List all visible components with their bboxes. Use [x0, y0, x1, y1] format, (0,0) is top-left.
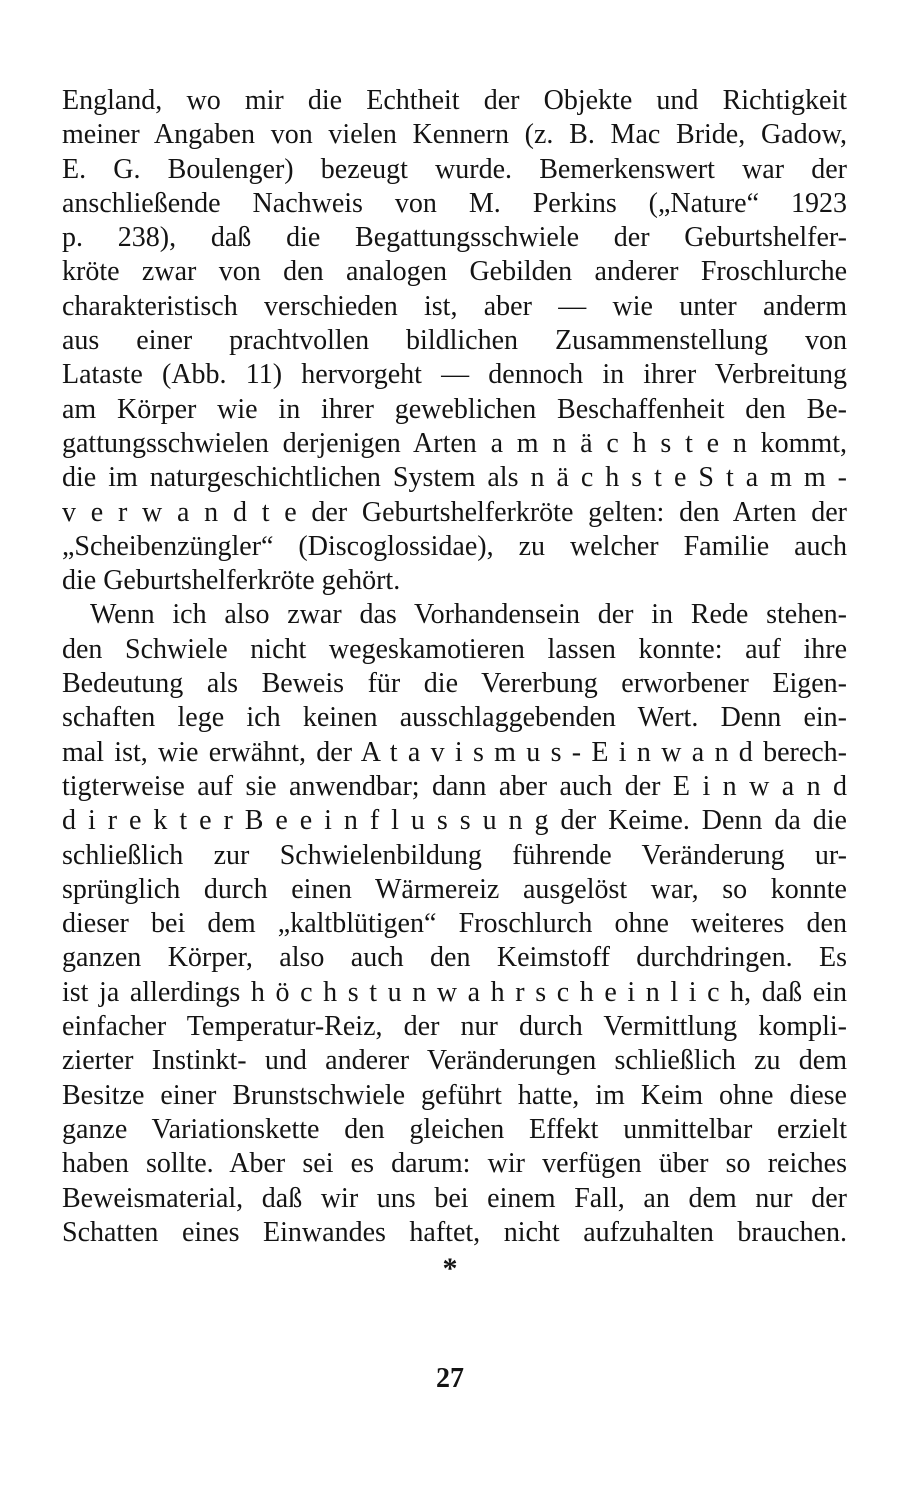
text-line: charakteristisch verschieden ist, aber — wie unter anderm: [62, 290, 847, 322]
text-line: zierter Instinkt- und anderer Veränderungen schließlich zu dem: [62, 1045, 847, 1077]
text-line: dieser bei dem „kaltblütigen“ Froschlurch ohne weiteres den: [62, 908, 847, 940]
text-line: schaften lege ich keinen ausschlaggebenden Wert. Denn ein-: [62, 702, 847, 734]
text-line: aus einer prachtvollen bildlichen Zusammenstellung von: [62, 325, 847, 357]
text-line: v e r w a n d t e der Geburtshelferkröte gelten: den Arten der: [62, 496, 847, 528]
text-line: Beweismaterial, daß wir uns bei einem Fall, an dem nur der: [62, 1182, 847, 1214]
text-line: den Schwiele nicht wegeskamotieren lassen konnte: auf ihre: [62, 633, 847, 665]
text-line: am Körper wie in ihrer geweblichen Beschaffenheit den Be-: [62, 393, 847, 425]
text-line: Schatten eines Einwandes haftet, nicht aufzuhalten brauchen.: [62, 1216, 847, 1248]
text-line: mal ist, wie erwähnt, der A t a v i s m u s - E i n w a n d berech-: [62, 736, 847, 768]
body-text: [62, 84, 847, 1250]
text-line: E. G. Boulenger) bezeugt wurde. Bemerkenswert war der: [62, 153, 847, 185]
text-line: die im naturgeschichtlichen System als n ä c h s t e S t a m m -: [62, 462, 847, 494]
text-line: d i r e k t e r B e e i n f l u s s u n g der Keime. Denn da die: [62, 805, 847, 837]
text-line: England, wo mir die Echtheit der Objekte und Richtigkeit: [62, 85, 847, 116]
text-line: ganze Variationskette den gleichen Effekt unmittelbar erzielt: [62, 1113, 847, 1145]
paragraph-1: [62, 84, 847, 598]
text-line: sprünglich durch einen Wärmereiz ausgelöst war, so konnte: [62, 873, 847, 905]
text-line: ist ja allerdings h ö c h s t u n w a h r s c h e i n l i c h, daß ein: [62, 976, 847, 1008]
section-separator: *: [442, 1252, 458, 1285]
text-line: p. 238), daß die Begattungsschwiele der Geburtshelfer-: [62, 222, 847, 254]
text-line: Besitze einer Brunstschwiele geführt hatte, im Keim ohne diese: [62, 1079, 847, 1111]
text-line: meiner Angaben von vielen Kennern (z. B. Mac Bride, Gadow,: [62, 119, 847, 151]
page-number: 27: [436, 1363, 464, 1394]
text-line: kröte zwar von den analogen Gebilden anderer Froschlurche: [62, 256, 847, 288]
text-line: Wenn ich also zwar das Vorhandensein der in Rede stehen-: [90, 599, 847, 631]
paragraph-2: [62, 598, 847, 1250]
text-line: gattungsschwielen derjenigen Arten a m n ä c h s t e n kommt,: [62, 427, 847, 459]
text-line: einfacher Temperatur-Reiz, der nur durch Vermittlung kompli-: [62, 1011, 847, 1043]
text-line: Bedeutung als Beweis für die Vererbung erworbener Eigen-: [62, 668, 847, 700]
text-line: schließlich zur Schwielenbildung führende Veränderung ur-: [62, 839, 847, 871]
text-line: ganzen Körper, also auch den Keimstoff durchdringen. Es: [62, 942, 847, 974]
text-line: tigterweise auf sie anwendbar; dann aber auch der E i n w a n d: [62, 770, 847, 802]
text-line: anschließende Nachweis von M. Perkins („Nature“ 1923: [62, 187, 847, 219]
text-line: die Geburtshelferkröte gehört.: [62, 565, 401, 597]
text-line: „Scheibenzüngler“ (Discoglossidae), zu welcher Familie auch: [62, 530, 847, 562]
text-line: Lataste (Abb. 11) hervorgeht — dennoch in ihrer Verbreitung: [62, 359, 847, 391]
text-line: haben sollte. Aber sei es darum: wir verfügen über so reiches: [62, 1148, 847, 1180]
